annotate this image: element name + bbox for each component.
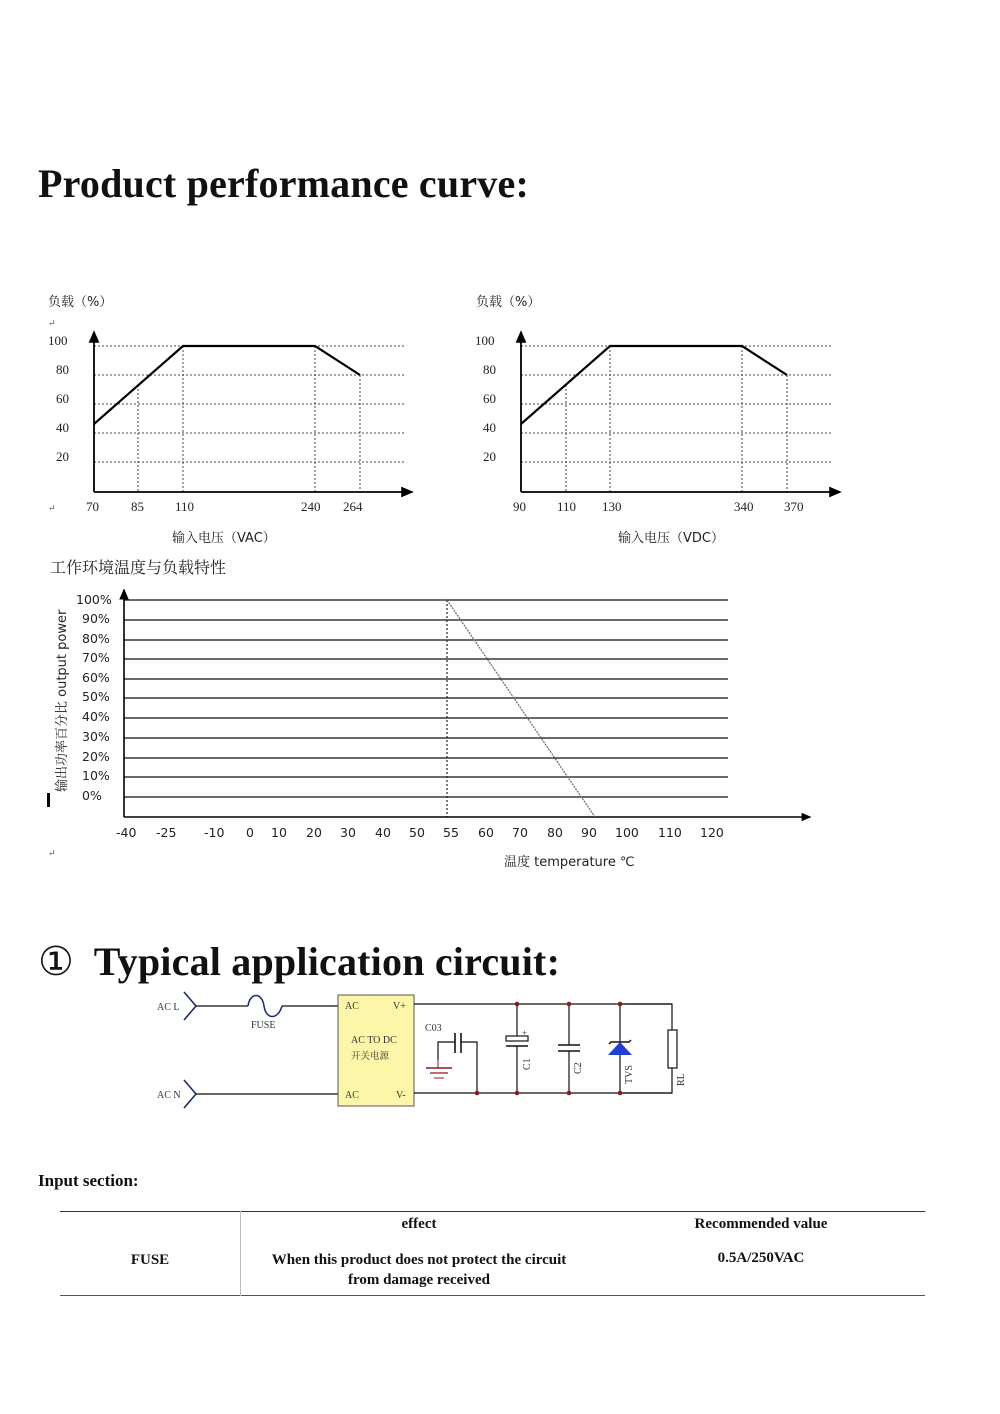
x-tick: 240 — [301, 499, 321, 514]
input-spec-table — [60, 1211, 925, 1296]
module-ac-bottom: AC — [345, 1090, 359, 1101]
table-row — [60, 1238, 925, 1296]
x-tick: 110 — [658, 825, 682, 840]
input-section-label: Input section: — [38, 1171, 139, 1190]
y-tick: 40 — [56, 420, 69, 435]
module-vminus: V- — [396, 1090, 406, 1101]
chart-vac-xlabel: 输入电压（VAC） — [172, 531, 276, 546]
ac-n-label: AC N — [157, 1090, 181, 1101]
x-tick: 85 — [131, 499, 144, 514]
y-tick: 100 — [48, 333, 68, 348]
circuit-diagram — [157, 992, 687, 1108]
x-tick: 90 — [581, 825, 597, 840]
svg-text:↵: ↵ — [48, 848, 56, 858]
x-tick: 30 — [340, 825, 356, 840]
x-tick: 80 — [547, 825, 563, 840]
y-tick: 60 — [483, 391, 496, 406]
y-tick: 70% — [82, 650, 110, 665]
fuse-label: FUSE — [251, 1020, 276, 1031]
y-tick: 40 — [483, 420, 496, 435]
module-ac-top: AC — [345, 1001, 359, 1012]
chart-vdc-curve — [521, 346, 787, 424]
y-tick: 0% — [82, 788, 102, 803]
section-title-circuit — [38, 938, 560, 985]
x-tick: 370 — [784, 499, 804, 514]
table-cell-value: 0.5A/250VAC — [717, 1249, 805, 1266]
table-header-component — [60, 1212, 241, 1238]
chart-vac — [48, 294, 412, 546]
y-tick: 80% — [82, 631, 110, 646]
x-tick: 40 — [375, 825, 391, 840]
circled-number-one: ① — [38, 939, 75, 984]
module-vplus: V+ — [393, 1001, 406, 1012]
y-tick: 100% — [76, 592, 112, 607]
x-tick: 60 — [478, 825, 494, 840]
x-tick: 70 — [86, 499, 99, 514]
x-tick: 110 — [175, 499, 195, 514]
y-tick: 50% — [82, 689, 110, 704]
chart-temp-ylabel: 输出功率百分比 output power — [55, 609, 70, 792]
x-tick: 110 — [557, 499, 577, 514]
x-tick: -25 — [156, 825, 177, 840]
x-tick: 340 — [734, 499, 754, 514]
y-tick: 20 — [56, 449, 69, 464]
y-tick: 80 — [56, 362, 69, 377]
x-tick: 100 — [615, 825, 639, 840]
svg-text:+: + — [522, 1028, 528, 1038]
chart-temp-xlabel: 温度 temperature ℃ — [504, 855, 635, 870]
x-tick: 50 — [409, 825, 425, 840]
x-tick: 70 — [512, 825, 528, 840]
x-tick: 90 — [513, 499, 526, 514]
y-tick: 30% — [82, 729, 110, 744]
y-tick: 10% — [82, 768, 110, 783]
ac-l-label: AC L — [157, 1002, 180, 1013]
table-cell-effect — [241, 1238, 598, 1296]
chart-vdc — [475, 294, 840, 546]
y-tick: 20% — [82, 749, 110, 764]
x-tick: -10 — [204, 825, 225, 840]
x-tick: 120 — [700, 825, 724, 840]
y-tick: 80 — [483, 362, 496, 377]
chart-vdc-xlabel: 输入电压（VDC） — [618, 531, 724, 546]
page-title-performance: Product performance curve: — [38, 161, 529, 206]
y-tick: 60 — [56, 391, 69, 406]
table-header-recommended: Recommended value — [694, 1216, 828, 1233]
x-tick: 20 — [306, 825, 322, 840]
y-tick: 60% — [82, 670, 110, 685]
module-line2: 开关电源 — [351, 1051, 390, 1062]
fuse-icon — [248, 996, 282, 1017]
svg-text:↵: ↵ — [48, 318, 56, 328]
load-resistor-icon — [668, 1030, 677, 1068]
chart-vac-curve — [94, 346, 360, 424]
tvs-diode-icon — [608, 1042, 632, 1055]
y-tick: 40% — [82, 709, 110, 724]
y-tick: 20 — [483, 449, 496, 464]
ac-l-terminal-icon — [184, 992, 196, 1020]
chart-vdc-ylabel: 负载（%） — [476, 295, 541, 310]
circuit-heading: Typical application circuit: — [93, 939, 561, 984]
ac-n-terminal-icon — [184, 1080, 196, 1108]
x-tick: 10 — [271, 825, 287, 840]
chart-temperature — [47, 558, 810, 870]
c1-label: C1 — [522, 1058, 533, 1070]
svg-text:↵: ↵ — [48, 503, 56, 513]
chart-temp-curve — [447, 600, 595, 817]
c2-label: C2 — [573, 1062, 584, 1074]
tvs-label: TVS — [624, 1065, 635, 1084]
chart-temp-title: 工作环境温度与负载特性 — [50, 558, 227, 577]
rl-label: RL — [676, 1073, 687, 1086]
effect-line2: from damage received — [348, 1271, 490, 1288]
c03-label: C03 — [425, 1023, 442, 1034]
effect-line1: When this product does not protect the circuit — [271, 1251, 567, 1268]
module-line1: AC TO DC — [351, 1035, 397, 1046]
x-tick: -40 — [116, 825, 137, 840]
table-header-effect: effect — [401, 1216, 437, 1233]
x-tick: 130 — [602, 499, 622, 514]
x-tick: 264 — [343, 499, 363, 514]
x-tick: 55 — [443, 825, 459, 840]
x-tick: 0 — [246, 825, 254, 840]
y-tick: 90% — [82, 611, 110, 626]
chart-vac-ylabel: 负载（%） — [48, 295, 113, 310]
table-cell-component: FUSE — [60, 1238, 241, 1296]
y-tick: 100 — [475, 333, 495, 348]
